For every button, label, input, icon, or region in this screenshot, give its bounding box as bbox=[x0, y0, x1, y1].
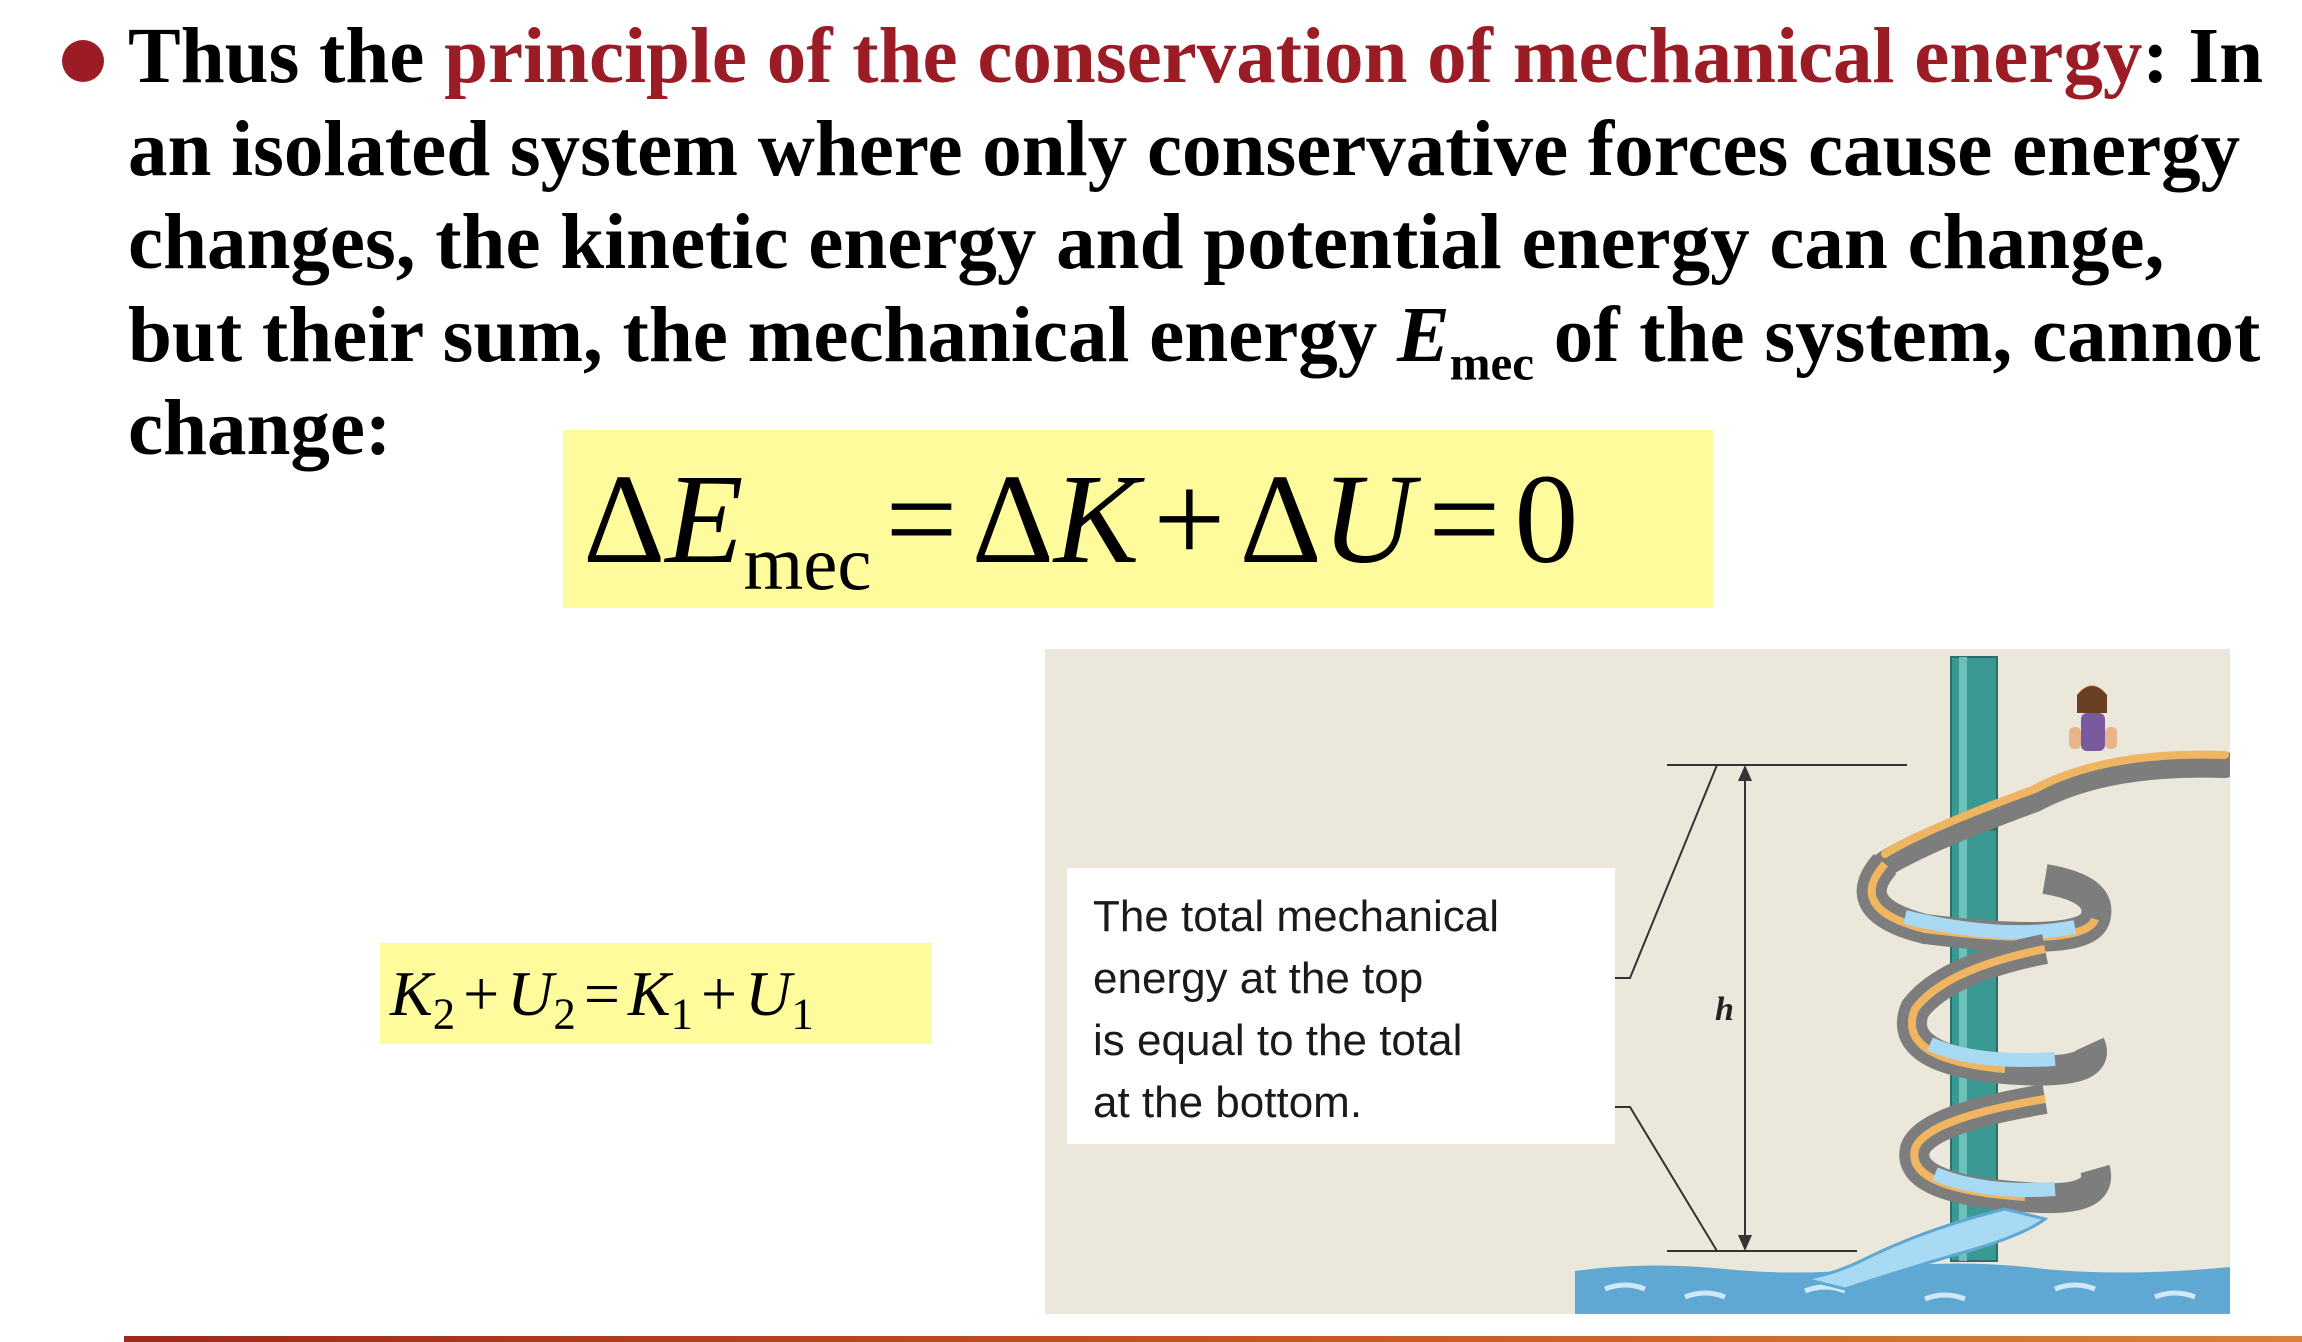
k-variable: K bbox=[390, 958, 433, 1029]
callout-line: at the bottom. bbox=[1093, 1078, 1363, 1127]
u-variable: U bbox=[745, 958, 792, 1029]
paragraph-lead: Thus the bbox=[128, 13, 445, 100]
delta-symbol: Δ bbox=[971, 448, 1054, 590]
plus-sign: + bbox=[701, 958, 738, 1029]
principle-paragraph bbox=[128, 10, 2278, 475]
equals-sign: = bbox=[885, 448, 958, 590]
zero-value: 0 bbox=[1514, 448, 1579, 590]
person-icon bbox=[2069, 685, 2117, 751]
equals-sign: = bbox=[1428, 448, 1501, 590]
mec-subscript: mec bbox=[743, 520, 872, 606]
callout-box bbox=[1067, 868, 1615, 1144]
delta-symbol: Δ bbox=[583, 448, 666, 590]
u-variable: U bbox=[1321, 448, 1415, 590]
paragraph-body: : In an isolated system where only conservative forces cause energy changes, the kinetic energy and potential energy can change, but their sum, the mechanical energy bbox=[128, 13, 2264, 379]
callout-line: The total mechanical bbox=[1093, 892, 1499, 941]
main-equation bbox=[563, 430, 1713, 608]
u-variable: U bbox=[507, 958, 554, 1029]
footer-divider bbox=[124, 1336, 2302, 1342]
height-label: h bbox=[1715, 991, 1734, 1028]
subscript-two: 2 bbox=[553, 988, 576, 1039]
principle-highlight: principle of the conservation of mechanical energy bbox=[444, 13, 2143, 100]
bullet-icon bbox=[62, 40, 104, 82]
e-variable: E bbox=[665, 448, 744, 590]
plus-sign: + bbox=[1153, 448, 1226, 590]
callout-line: is equal to the total bbox=[1093, 1016, 1463, 1065]
plus-sign: + bbox=[463, 958, 500, 1029]
subscript-two: 2 bbox=[432, 988, 456, 1039]
delta-symbol: Δ bbox=[1239, 448, 1322, 590]
k-variable: K bbox=[1053, 448, 1140, 590]
paragraph-end: of the system, cannot change: bbox=[128, 292, 2261, 472]
emec-subscript: mec bbox=[1449, 335, 1534, 391]
height-arrow-down bbox=[1738, 1235, 1752, 1251]
energy-balance-equation bbox=[380, 943, 932, 1044]
subscript-one: 1 bbox=[791, 988, 814, 1039]
equals-sign: = bbox=[583, 958, 620, 1029]
height-arrow-up bbox=[1738, 765, 1752, 781]
emec-symbol: E bbox=[1397, 292, 1450, 379]
subscript-one: 1 bbox=[670, 988, 693, 1039]
k-variable: K bbox=[627, 958, 671, 1029]
water-slide-figure bbox=[1045, 649, 2230, 1314]
callout-line: energy at the top bbox=[1093, 954, 1424, 1003]
